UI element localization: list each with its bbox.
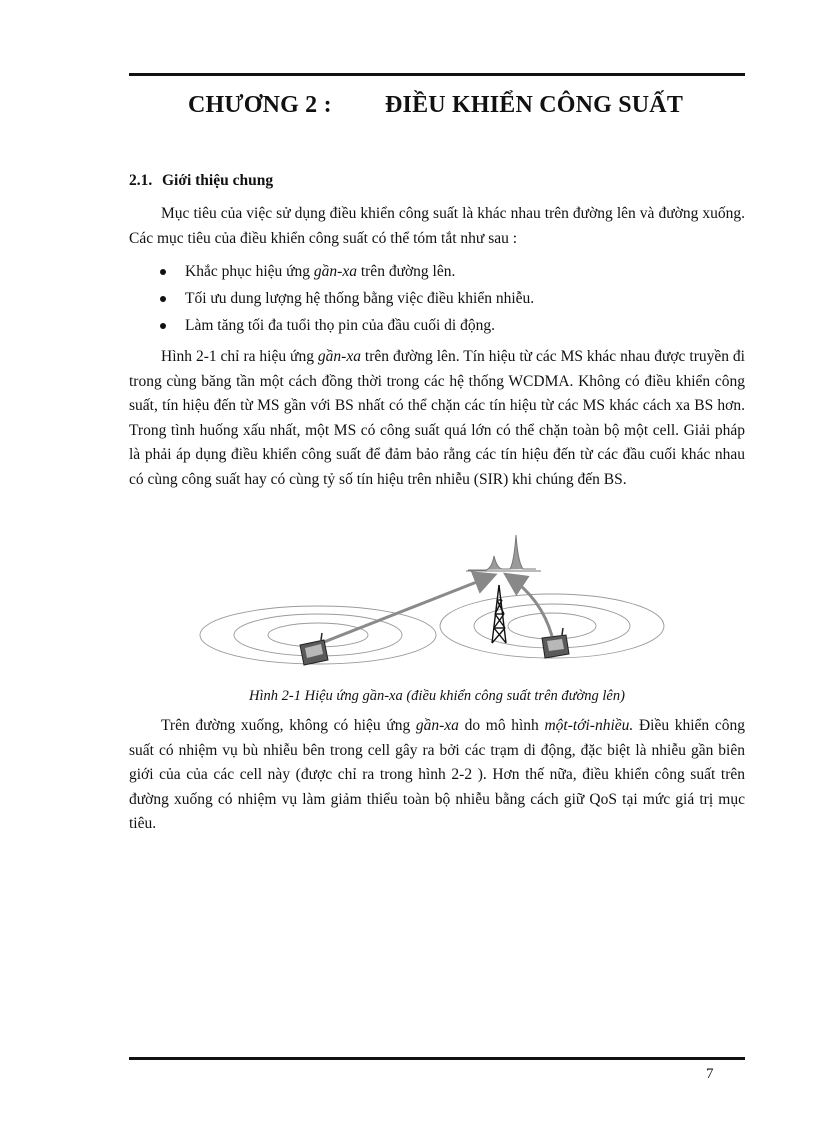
figure-caption: Hình 2-1 Hiệu ứng gần-xa (điều khiển công suất trên đường lên) bbox=[249, 688, 625, 704]
section-title: Giới thiệu chung bbox=[162, 172, 274, 189]
near-ms-signal-arrow bbox=[508, 576, 552, 636]
footer-rule bbox=[129, 1057, 745, 1060]
chapter-number: CHƯƠNG 2 : bbox=[188, 92, 332, 118]
list-item-emphasis: gần-xa bbox=[313, 263, 357, 280]
section-number: 2.1. bbox=[129, 172, 153, 189]
paragraph-text-start: Hình 2-1 chỉ ra hiệu ứng bbox=[161, 348, 318, 365]
paragraph-text-end: trên đường lên. Tín hiệu từ các MS khác nhau được truyền đi trong cùng băng tần một cách đồng thời trong các hệ thống WCDMA. Không có điều khiển công suất, tín hiệu đến từ MS gần với BS nhất có thể chặn các tín hiệu từ các MS khác cách xa BS hơn. Trong tình huống xấu nhất, một MS có công suất quá lớn có thể chặn toàn bộ một cell. Giải pháp là phải áp dụng điều khiển công suất để đảm bảo rằng các tín hiệu đến từ các đầu cuối khác nhau có cùng công suất hay có cùng tỷ số tín hiệu trên nhiễu (SIR) khi chúng đến BS. bbox=[129, 348, 745, 488]
bullet-icon bbox=[160, 269, 166, 275]
far-mobile-station-icon bbox=[300, 633, 328, 665]
paragraph-text bbox=[129, 345, 745, 492]
paragraph-text-1: Trên đường xuống, không có hiệu ứng bbox=[161, 717, 416, 734]
list-item bbox=[129, 258, 745, 285]
far-ms-signal-arrow bbox=[324, 576, 492, 642]
base-station-tower-icon bbox=[492, 585, 506, 643]
near-mobile-station-icon bbox=[542, 628, 569, 658]
near-far-paragraph bbox=[129, 345, 745, 492]
paragraph-text: Mục tiêu của việc sử dụng điều khiển công suất là khác nhau trên đường lên và đường xuống. Các mục tiêu của điều khiển công suất có thể tóm tắt như sau : bbox=[129, 205, 745, 247]
header-rule bbox=[129, 73, 745, 76]
paragraph-text-3: Điều khiển công suất có nhiệm vụ bù nhiễu bên trong cell gây ra bởi các trạm di động, đặc biệt là nhiễu gần biên giới của của các cell này (được chỉ ra trong hình 2-2 ). Hơn thế nữa, điều khiển công suất trên đường xuống có nhiệm vụ làm giảm thiểu toàn bộ nhiễu bằng cách giữ QoS tại mức giá trị mục tiêu. bbox=[129, 717, 745, 832]
paragraph-emphasis-2: một-tới-nhiều. bbox=[544, 717, 634, 734]
list-item bbox=[129, 312, 745, 339]
bullet-icon bbox=[160, 323, 166, 329]
bullet-icon bbox=[160, 296, 166, 302]
list-item-text-end: trên đường lên. bbox=[356, 263, 456, 280]
list-item-text: Khắc phục hiệu ứng bbox=[185, 263, 314, 280]
near-far-effect-figure bbox=[196, 532, 668, 684]
paragraph-emphasis: gần-xa bbox=[317, 348, 361, 365]
downlink-paragraph bbox=[129, 714, 745, 837]
paragraph-text-2: do mô hình bbox=[458, 717, 545, 734]
paragraph-text bbox=[129, 714, 745, 837]
section-heading bbox=[129, 172, 273, 190]
intro-paragraph bbox=[129, 202, 745, 251]
list-item-text: Làm tăng tối đa tuổi thọ pin của đầu cuối di động. bbox=[185, 317, 495, 334]
received-power-peaks bbox=[468, 535, 536, 570]
list-item bbox=[129, 285, 745, 312]
list-item-text: Tối ưu dung lượng hệ thống bằng việc điều khiển nhiễu. bbox=[185, 290, 535, 307]
paragraph-emphasis-1: gần-xa bbox=[415, 717, 459, 734]
chapter-title: ĐIỀU KHIỂN CÔNG SUẤT bbox=[385, 92, 684, 118]
page-number: 7 bbox=[706, 1066, 714, 1082]
objectives-list bbox=[129, 258, 745, 339]
